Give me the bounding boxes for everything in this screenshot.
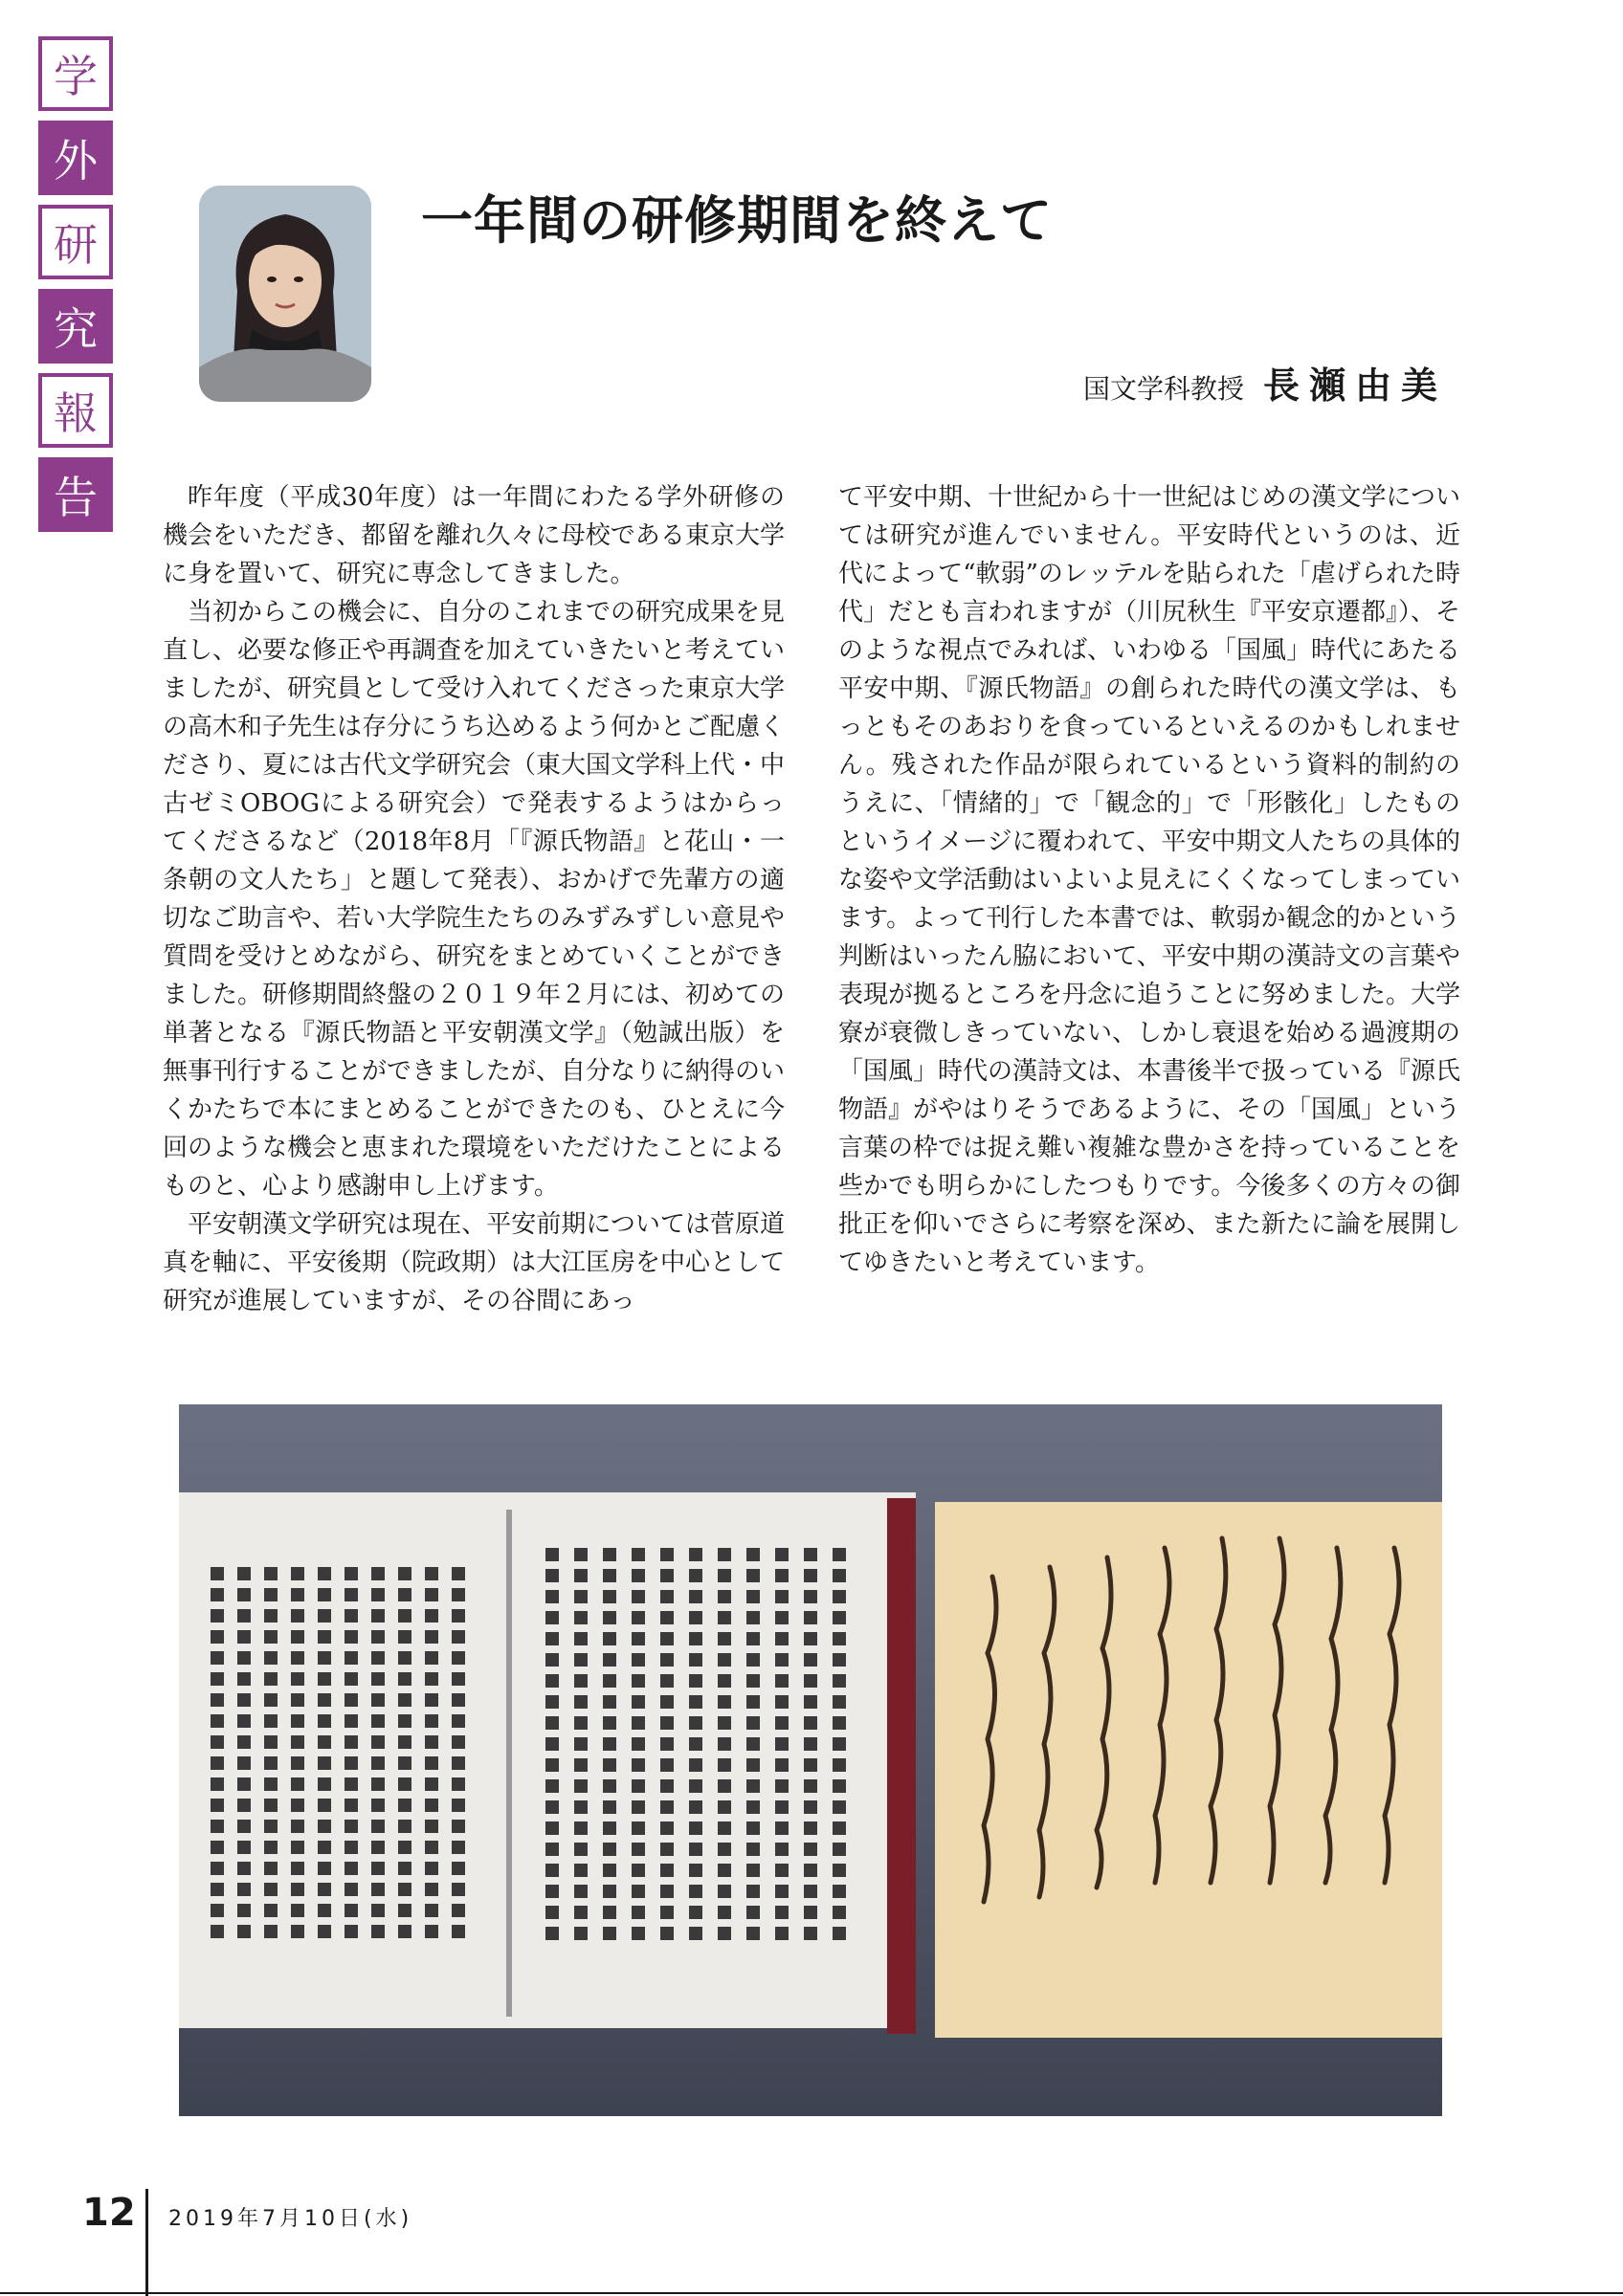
issue-date: 2019年7月10日(水)	[168, 2207, 413, 2231]
section-label-char: 研	[38, 205, 113, 279]
author-portrait	[199, 186, 371, 402]
body-paragraph: 昨年度（平成30年度）は一年間にわたる学外研修の機会をいただき、都留を離れ久々に母校である東京大学に身を置いて、研究に専念してきました。	[163, 483, 785, 588]
section-label	[38, 36, 113, 532]
body-paragraph: 当初からこの機会に、自分のこれまでの研究成果を見直し、必要な修正や再調査を加えていきたいと考えていましたが、研究員として受け入れてくださった東京大学の高木和子先生は存分にうち込めるよう何かとご配慮くださり、夏には古代文学研究会（東大国文学科上代・中古ゼミOBOGによる研究会）で発表するようはからってくださるなど（2018年8月「『源氏物語』と花山・一条朝の文人たち」と題して発表）、おかげで先輩方の適切なご助言や、若い大学院生たちのみずみずしい意見や質問を受けとめながら、研究をまとめていくことができました。研修期間終盤の２０１９年２月には、初めての単著となる『源氏物語と平安朝漢文学』（勉誠出版）を無事刊行することができましたが、自分なりに納得のいくかたちで本にまとめることができたのも、ひとえに今回のような機会と恵まれた環境をいただけたことによるものと、心より感謝申し上げます。	[163, 598, 786, 1201]
footer-rule	[0, 2292, 1623, 2294]
footer-divider	[145, 2189, 148, 2296]
body-column-left	[163, 478, 785, 1320]
author-role: 国文学科教授	[1082, 373, 1244, 405]
page-number: 12	[82, 2191, 136, 2235]
body-column-right	[838, 478, 1460, 1282]
section-label-char: 究	[38, 289, 113, 364]
body-paragraph: 平安朝漢文学研究は現在、平安前期については菅原道真を軸に、平安後期（院政期）は大江匡房を中心として研究が進展していますが、その谷間にあっ	[163, 1210, 786, 1315]
author-name: 長瀬由美	[1262, 364, 1447, 407]
book-photo	[179, 1404, 1442, 2116]
section-label-char: 学	[38, 36, 113, 111]
section-label-char: 告	[38, 457, 113, 532]
book-photo-illustration	[179, 1404, 1442, 2116]
section-label-char: 報	[38, 373, 113, 448]
article-title: 一年間の研修期間を終えて	[421, 189, 1053, 251]
section-label-char: 外	[38, 121, 113, 195]
body-paragraph: て平安中期、十世紀から十一世紀はじめの漢文学については研究が進んでいません。平安時代というのは、近代によって“軟弱”のレッテルを貼られた「虐げられた時代」だとも言われますが（川尻秋生『平安京遷都』）、そのような視点でみれば、いわゆる「国風」時代にあたる平安中期、『源氏物語』の創られた時代の漢文学は、もっともそのあおりを食っているといえるのかもしれません。残された作品が限られているという資料的制約のうえに、「情緒的」で「観念的」で「形骸化」したものというイメージに覆われて、平安中期文人たちの具体的な姿や文学活動はいよいよ見えにくくなってしまっています。よって刊行した本書では、軟弱か観念的かという判断はいったん脇において、平安中期の漢詩文の言葉や表現が拠るところを丹念に追うことに努めました。大学寮が衰微しきっていない、しかし衰退を始める過渡期の「国風」時代の漢詩文は、本書後半で扱っている『源氏物語』がやはりそうであるように、その「国風」という言葉の枠では捉え難い複雑な豊かさを持っていることを些かでも明らかにしたつもりです。今後多くの方々の御批正を仰いでさらに考察を深め、また新たに論を展開してゆきたいと考えています。	[838, 483, 1461, 1277]
portrait-illustration	[199, 186, 371, 402]
author-byline	[1083, 356, 1447, 408]
